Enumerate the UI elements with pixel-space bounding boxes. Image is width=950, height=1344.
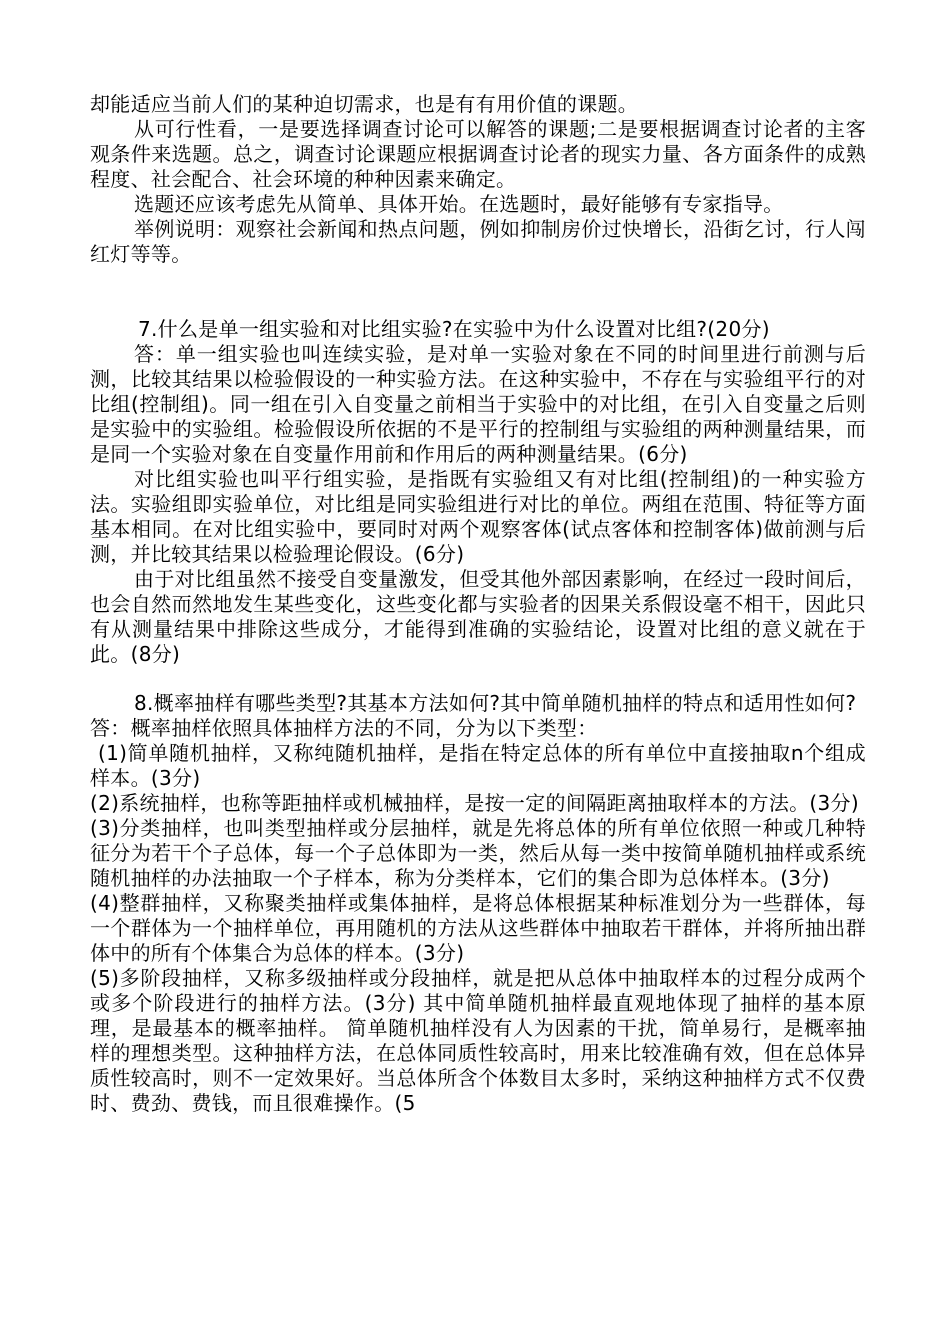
question-8-title: 8.概率抽样有哪些类型?其基本方法如何?其中简单随机抽样的特点和适用性如何? [134, 691, 857, 715]
answer-8-item-4: (4)整群抽样，又称聚类抽样或集体抽样，是将总体根据某种标准划分为一些群体，每一个群体为一个抽样单位，再用随机的方法从这些群体中抽取若干群体，并将所抽出群体中的所有个体集合为总体的样本。(3分) [90, 891, 866, 965]
question-7-title: 7.什么是单一组实验和对比组实验?在实验中为什么设置对比组?(20分) [138, 317, 770, 341]
paragraph-example: 举例说明：观察社会新闻和热点问题，例如抑制房价过快增长，沿街乞讨，行人闯红灯等等。 [90, 217, 866, 266]
answer-8-intro: 答：概率抽样依照具体抽样方法的不同，分为以下类型： [90, 716, 598, 740]
answer-7-purpose: 由于对比组虽然不接受自变量激发，但受其他外部因素影响，在经过一段时间后，也会自然而然地发生某些变化，这些变化都与实验者的因果关系假设毫不相干，因此只有从测量结果中排除这些成分，才能得到准确的实验结论，设置对比组的意义就在于此。(8分) [90, 567, 866, 666]
section-spacer [90, 267, 866, 317]
paragraph-topic-value-continued: 却能适应当前人们的某种迫切需求，也是有有用价值的课题。 [90, 92, 639, 116]
answer-8-item-1: (1)简单随机抽样，又称纯随机抽样，是指在特定总体的所有单位中直接抽取n个组成样本。(3分) [90, 741, 866, 790]
answer-8-item-2: (2)系统抽样，也称等距抽样或机械抽样，是按一定的间隔距离抽取样本的方法。(3分) [90, 791, 859, 815]
answer-7-comparison-group: 对比组实验也叫平行组实验，是指既有实验组又有对比组(控制组)的一种实验方法。实验组即实验单位，对比组是同实验组进行对比的单位。两组在范围、特征等方面基本相同。在对比组实验中，要同时对两个观察客体(试点客体和控制客体)做前测与后测，并比较其结果以检验理论假设。(6分) [90, 467, 866, 566]
answer-7-single-group: 答：单一组实验也叫连续实验，是对单一实验对象在不同的时间里进行前测与后测，比较其结果以检验假设的一种实验方法。在这种实验中，不存在与实验组平行的对比组(控制组)。同一组在引入自变量之前相当于实验中的对比组，在引入自变量之后则是实验中的实验组。检验假设所依据的不是平行的控制组与实验组的两种测量结果，而是同一个实验对象在自变量作用前和作用后的两种测量结果。(6分) [90, 342, 866, 466]
section-spacer [90, 667, 866, 691]
answer-8-item-3: (3)分类抽样，也叫类型抽样或分层抽样，就是先将总体的所有单位依照一种或几种特征分为若干个子总体，每一个子总体即为一类，然后从每一类中按简单随机抽样或系统随机抽样的办法抽取一个子样本，称为分类样本，它们的集合即为总体样本。(3分) [90, 816, 866, 890]
answer-8-item-5: (5)多阶段抽样，又称多级抽样或分段抽样，就是把从总体中抽取样本的过程分成两个或多个阶段进行的抽样方法。(3分) 其中简单随机抽样最直观地体现了抽样的基本原理，是最基本的概率抽样。 简单随机抽样没有人为因素的干扰，简单易行，是概率抽样的理想类型。这种抽样方法，在总体同质性较高时，用来比较准确有效，但在总体异质性较高时，则不一定效果好。当总体所含个体数目太多时，采纳这种抽样方式不仅费时、费劲、费钱，而且很难操作。(5 [90, 966, 866, 1115]
paragraph-feasibility: 从可行性看，一是要选择调查讨论可以解答的课题;二是要根据调查讨论者的主客观条件来选题。总之，调查讨论课题应根据调查讨论者的现实力量、各方面条件的成熟程度、社会配合、社会环境的种种因素来确定。 [90, 117, 866, 191]
document-page [90, 92, 866, 1116]
paragraph-topic-selection: 选题还应该考虑先从简单、具体开始。在选题时，最好能够有专家指导。 [134, 192, 784, 216]
